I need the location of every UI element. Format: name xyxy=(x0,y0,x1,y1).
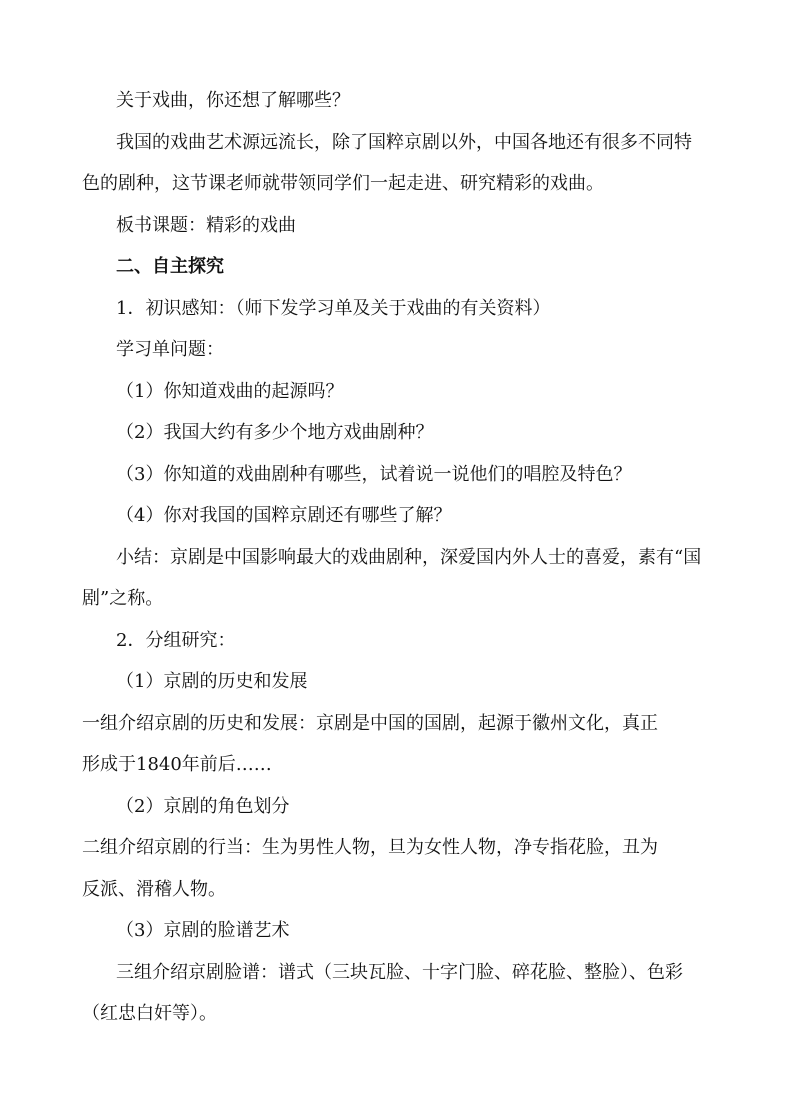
list-item: （3）你知道的戏曲剧种有哪些，试着说一说他们的唱腔及特色？ xyxy=(116,463,632,485)
text-line: 1．初识感知：（师下发学习单及关于戏曲的有关资料） xyxy=(116,297,551,319)
list-item: （1）你知道戏曲的起源吗？ xyxy=(116,380,344,402)
text-line: 三组介绍京剧脸谱：谱式（三块瓦脸、十字门脸、碎花脸、整脸）、色彩 xyxy=(116,961,683,983)
text-line: 关于戏曲，你还想了解哪些？ xyxy=(116,90,350,111)
text-line: 小结：京剧是中国影响最大的戏曲剧种，深爱国内外人士的喜爱，素有“国 xyxy=(116,546,702,568)
text-line: 剧”之称。 xyxy=(82,588,164,609)
list-item: （1）京剧的历史和发展 xyxy=(116,671,308,692)
list-item: （3）京剧的脸谱艺术 xyxy=(116,920,290,941)
text-line: 色的剧种，这节课老师就带领同学们一起走进、研究精彩的戏曲。 xyxy=(82,173,604,194)
section-heading: 二、自主探究 xyxy=(116,256,224,277)
document-body xyxy=(82,80,716,1035)
text-line: 2．分组研究： xyxy=(116,629,236,651)
list-item: （2）京剧的角色划分 xyxy=(116,795,290,817)
text-line: 形成于1840年前后…… xyxy=(82,754,272,775)
text-line: 学习单问题： xyxy=(116,339,224,360)
text-line: 我国的戏曲艺术源远流长，除了国粹京剧以外，中国各地还有很多不同特 xyxy=(116,131,692,153)
text-line: 一组介绍京剧的历史和发展：京剧是中国的国剧，起源于徽州文化，真正 xyxy=(82,712,658,734)
text-line: 板书课题：精彩的戏曲 xyxy=(116,214,296,236)
text-line: 反派、滑稽人物。 xyxy=(82,878,226,900)
text-line: （红忠白奸等）。 xyxy=(82,1003,217,1024)
list-item: （2）我国大约有多少个地方戏曲剧种？ xyxy=(116,422,434,443)
list-item: （4）你对我国的国粹京剧还有哪些了解？ xyxy=(116,505,452,526)
text-line: 二组介绍京剧的行当：生为男性人物，旦为女性人物，净专指花脸，丑为 xyxy=(82,837,658,858)
